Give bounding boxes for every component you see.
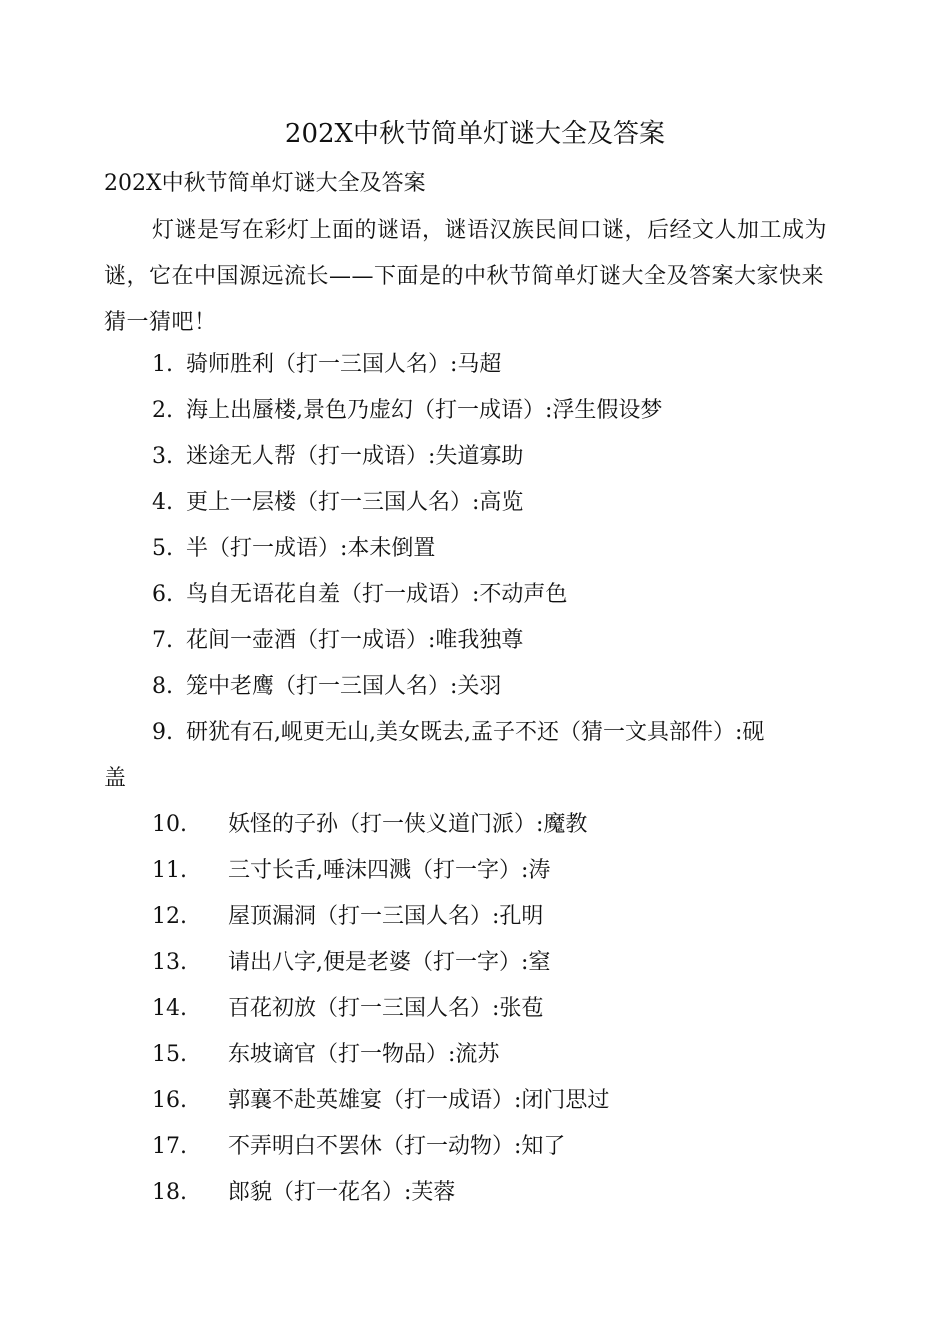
riddle-number: 18. [152, 1180, 187, 1205]
riddle-text: 花间一壶酒（打一成语）:唯我独尊 [186, 628, 524, 653]
riddle-number: 15. [152, 1042, 187, 1067]
intro-paragraph: 灯谜是写在彩灯上面的谜语，谜语汉族民间口谜，后经文人加工成为谜，它在中国源远流长——下面是的中秋节简单灯谜大全及答案大家快来猜一猜吧！ [104, 218, 828, 335]
riddle-text: 百花初放（打一三国人名）:张苞 [228, 996, 544, 1021]
riddle-list [104, 342, 844, 1216]
riddle-text: 屋顶漏洞（打一三国人名）:孔明 [228, 904, 544, 929]
riddle-number: 14. [152, 996, 187, 1021]
riddle-number: 12. [152, 904, 187, 929]
riddle-number: 9. [152, 720, 173, 745]
riddle-item [104, 802, 844, 848]
riddle-number: 13. [152, 950, 187, 975]
riddle-text: 东坡谪官（打一物品）:流苏 [228, 1042, 500, 1067]
riddle-item [104, 388, 844, 434]
riddle-item [104, 526, 844, 572]
riddle-text: 请出八字,便是老婆（打一字）:窒 [228, 950, 551, 975]
riddle-number: 17. [152, 1134, 187, 1159]
riddle-text: 郎貌（打一花名）:芙蓉 [228, 1180, 456, 1205]
riddle-text: 三寸长舌,唾沫四溅（打一字）:涛 [228, 858, 551, 883]
riddle-text: 迷途无人帮（打一成语）:失道寡助 [186, 444, 524, 469]
riddle-item [104, 1170, 844, 1216]
riddle-number: 4. [152, 490, 173, 515]
riddle-item [104, 848, 844, 894]
riddle-item [104, 940, 844, 986]
riddle-number: 11. [152, 858, 187, 883]
riddle-text: 笼中老鹰（打一三国人名）:关羽 [186, 674, 502, 699]
riddle-item [104, 572, 844, 618]
riddle-number: 10. [152, 812, 187, 837]
riddle-text: 海上出蜃楼,景色乃虚幻（打一成语）:浮生假设梦 [186, 398, 663, 423]
riddle-item [104, 1078, 844, 1124]
riddle-text: 骑师胜利（打一三国人名）:马超 [186, 352, 502, 377]
riddle-item [104, 986, 844, 1032]
riddle-item [104, 1124, 844, 1170]
document-subtitle: 202X中秋节简单灯谜大全及答案 [104, 171, 426, 196]
riddle-number: 1. [152, 352, 173, 377]
riddle-text: 妖怪的子孙（打一侠义道门派）:魔教 [228, 812, 588, 837]
riddle-text: 不弄明白不罢休（打一动物）:知了 [228, 1134, 566, 1159]
riddle-number: 8. [152, 674, 173, 699]
riddle-number: 5. [152, 536, 173, 561]
riddle-item [104, 664, 844, 710]
riddle-item [104, 434, 844, 480]
riddle-item [104, 894, 844, 940]
riddle-number: 16. [152, 1088, 187, 1113]
riddle-item [104, 342, 844, 388]
riddle-number: 3. [152, 444, 173, 469]
riddle-number: 6. [152, 582, 173, 607]
riddle-text: 研犹有石,岘更无山,美女既去,孟子不还（猜一文具部件）:砚 [186, 720, 765, 745]
riddle-item [104, 480, 844, 526]
riddle-text: 半（打一成语）:本未倒置 [186, 536, 436, 561]
riddle-text: 郭襄不赴英雄宴（打一成语）:闭门思过 [228, 1088, 610, 1113]
riddle-text: 鸟自无语花自羞（打一成语）:不动声色 [186, 582, 568, 607]
riddle-item [104, 618, 844, 664]
riddle-text-continuation: 盖 [104, 766, 127, 791]
riddle-number: 7. [152, 628, 173, 653]
riddle-item [104, 1032, 844, 1078]
riddle-number: 2. [152, 398, 173, 423]
page-title: 202X中秋节简单灯谜大全及答案 [284, 119, 666, 149]
riddle-item [104, 710, 844, 802]
riddle-text: 更上一层楼（打一三国人名）:高览 [186, 490, 524, 515]
